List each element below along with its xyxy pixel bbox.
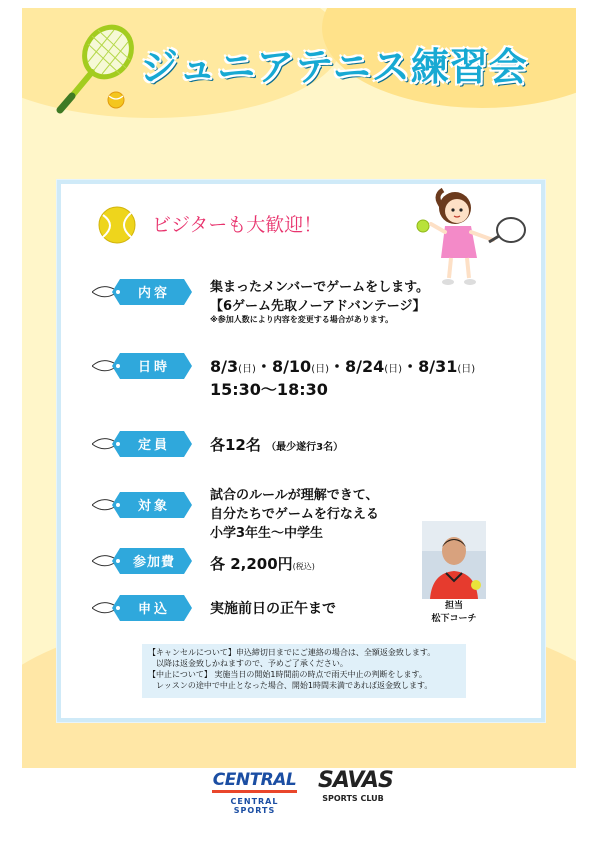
page-title: ジュニアテニス練習会 (140, 45, 528, 89)
apply-deadline: 実施前日の正午まで (210, 601, 336, 617)
capacity-text (210, 434, 343, 455)
central-logo-sub: CENTRAL SPORTS (230, 797, 279, 815)
coach-caption (404, 600, 504, 626)
fee-tag-label: 参加費 (132, 555, 175, 570)
capacity-value: 各12名 (210, 436, 261, 454)
content-line2: 【6ゲーム先取ノーアドバンテージ】 (210, 299, 426, 314)
content-tag-label: 内容 (137, 286, 170, 301)
target-tag-label: 対象 (137, 499, 170, 514)
content-line1: 集まったメンバーでゲームをします。 (210, 280, 430, 295)
note-line: 以降は返金致しかねますので、予めご了承ください。 (156, 659, 348, 668)
date-separator: ・ (402, 357, 419, 376)
date-item: 8/10 (271, 357, 312, 376)
footer-logos (0, 770, 600, 840)
date-weekday: (日) (238, 364, 256, 375)
capacity-tag-label: 定員 (137, 438, 170, 453)
date-item: 8/3 (210, 357, 239, 376)
fee-value: 各 2,200円 (210, 555, 293, 573)
target-line2: 自分たちでゲームを行なえる (210, 507, 379, 522)
date-weekday: (日) (384, 364, 403, 375)
schedule-dates (210, 354, 475, 377)
datetime-tag-label: 日時 (137, 360, 170, 375)
target-line1: 試合のルールが理解できて、 (210, 488, 379, 503)
tennis-racket-icon (50, 22, 140, 126)
central-logo-main: CENTRAL (212, 770, 297, 793)
note-line: レッスンの途中で中止となった場合、開始1時間未満であれば返金致します。 (156, 681, 433, 690)
capacity-note: （最少遂行3名） (266, 442, 344, 453)
note-line: 【キャンセルについて】申込締切日までにご連絡の場合は、全額返金致します。 (148, 648, 436, 657)
target-line3: 小学3年生〜中学生 (210, 526, 324, 541)
savas-sports-club-logo (318, 768, 393, 803)
coach-photo (422, 521, 486, 599)
date-weekday: (日) (311, 364, 329, 375)
apply-tag-label: 申込 (137, 602, 170, 617)
central-sports-logo (212, 770, 297, 815)
girl-player-illustration (413, 186, 533, 300)
date-separator: ・ (255, 357, 272, 376)
date-separator: ・ (329, 357, 346, 376)
coach-role: 担当 (444, 601, 463, 611)
date-item: 8/31 (418, 357, 458, 376)
tennis-ball-icon (97, 205, 137, 249)
schedule-time: 15:30〜18:30 (210, 380, 328, 399)
coach-name: 松下コーチ (431, 614, 477, 624)
date-weekday: (日) (457, 364, 476, 375)
content-note: ※参加人数により内容を変更する場合があります。 (210, 315, 394, 324)
fee-note: (税込) (292, 562, 315, 571)
date-item: 8/24 (345, 357, 385, 376)
savas-logo-main: SAVAS (318, 768, 393, 793)
visitors-welcome-headline: ビジターも大歓迎！ (152, 214, 323, 236)
fee-text (210, 553, 315, 574)
cancellation-notes (142, 644, 466, 698)
note-line: 【中止について】 実施当日の開始1時間前の時点で雨天中止の判断をします。 (148, 670, 427, 679)
savas-logo-sub: SPORTS CLUB (322, 794, 384, 803)
